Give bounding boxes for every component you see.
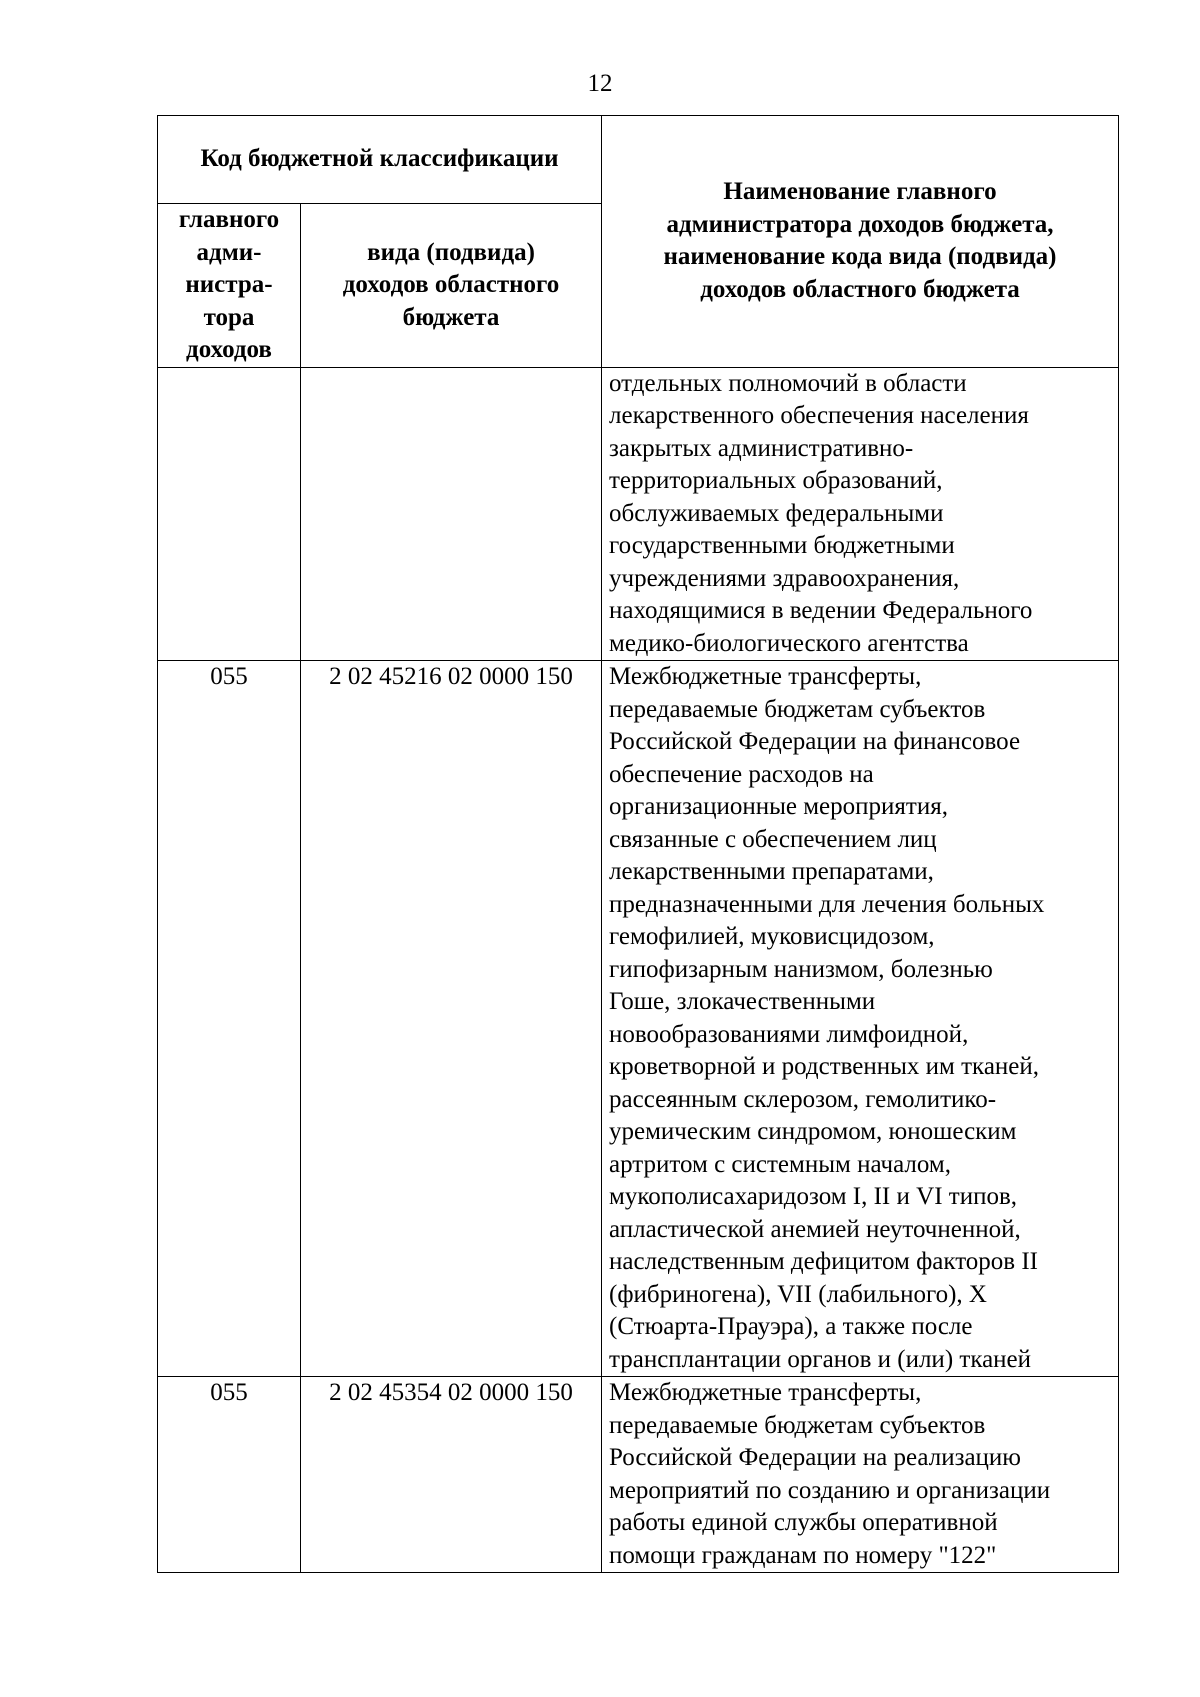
budget-classification-table [157, 115, 1119, 1573]
income-name-cell: отдельных полномочий в области лекарственного обеспечения населения закрытых административно- территориальных образований, обслуживаемых федеральными государственными бюджетными учреждениями здравоохранения, находящимися в ведении Федерального медико-биологического агентства [602, 367, 1119, 661]
income-name-cell: Межбюджетные трансферты, передаваемые бюджетам субъектов Российской Федерации на реализацию мероприятий по созданию и организации работы единой службы оперативной помощи гражданам по номеру "122" [602, 1377, 1119, 1573]
table-header [158, 116, 1119, 368]
income-code-cell: 2 02 45354 02 0000 150 [301, 1377, 602, 1573]
header-name-label: Наименование главного администратора доходов бюджета, наименование кода вида (подвида) доходов областного бюджета [663, 178, 1057, 303]
header-kind-column [301, 204, 602, 368]
table-row [158, 1377, 1119, 1573]
income-code-cell: 2 02 45216 02 0000 150 [301, 661, 602, 1377]
income-code-cell [301, 367, 602, 661]
table-row [158, 367, 1119, 661]
header-admin-label: главного адми- нистра- тора доходов [178, 206, 280, 363]
header-admin-column [158, 204, 301, 368]
admin-code-cell: 055 [158, 1377, 301, 1573]
page-number: 12 [587, 70, 613, 97]
header-budget-code-group: Код бюджетной классификации [158, 116, 602, 204]
header-kind-label: вида (подвида) доходов областного бюджета [342, 238, 560, 331]
header-name-column [602, 116, 1119, 368]
table-row [158, 661, 1119, 1377]
income-name-cell: Межбюджетные трансферты, передаваемые бюджетам субъектов Российской Федерации на финансовое обеспечение расходов на организационные мероприятия, связанные с обеспечением лиц лекарственными препаратами, предназначенными для лечения больных гемофилией, муковисцидозом, гипофизарным нанизмом, болезнью Гоше, злокачественными новообразованиями лимфоидной, кроветворной и родственных им тканей, рассеянным склерозом, гемолитико- уремическим синдромом, юношеским артритом с системным началом, мукополисахаридозом I, II и VI типов, апластической анемией неуточненной, наследственным дефицитом факторов II (фибриногена), VII (лабильного), X (Стюарта-Прауэра), а также после трансплантации органов и (или) тканей [602, 661, 1119, 1377]
admin-code-cell: 055 [158, 661, 301, 1377]
admin-code-cell [158, 367, 301, 661]
